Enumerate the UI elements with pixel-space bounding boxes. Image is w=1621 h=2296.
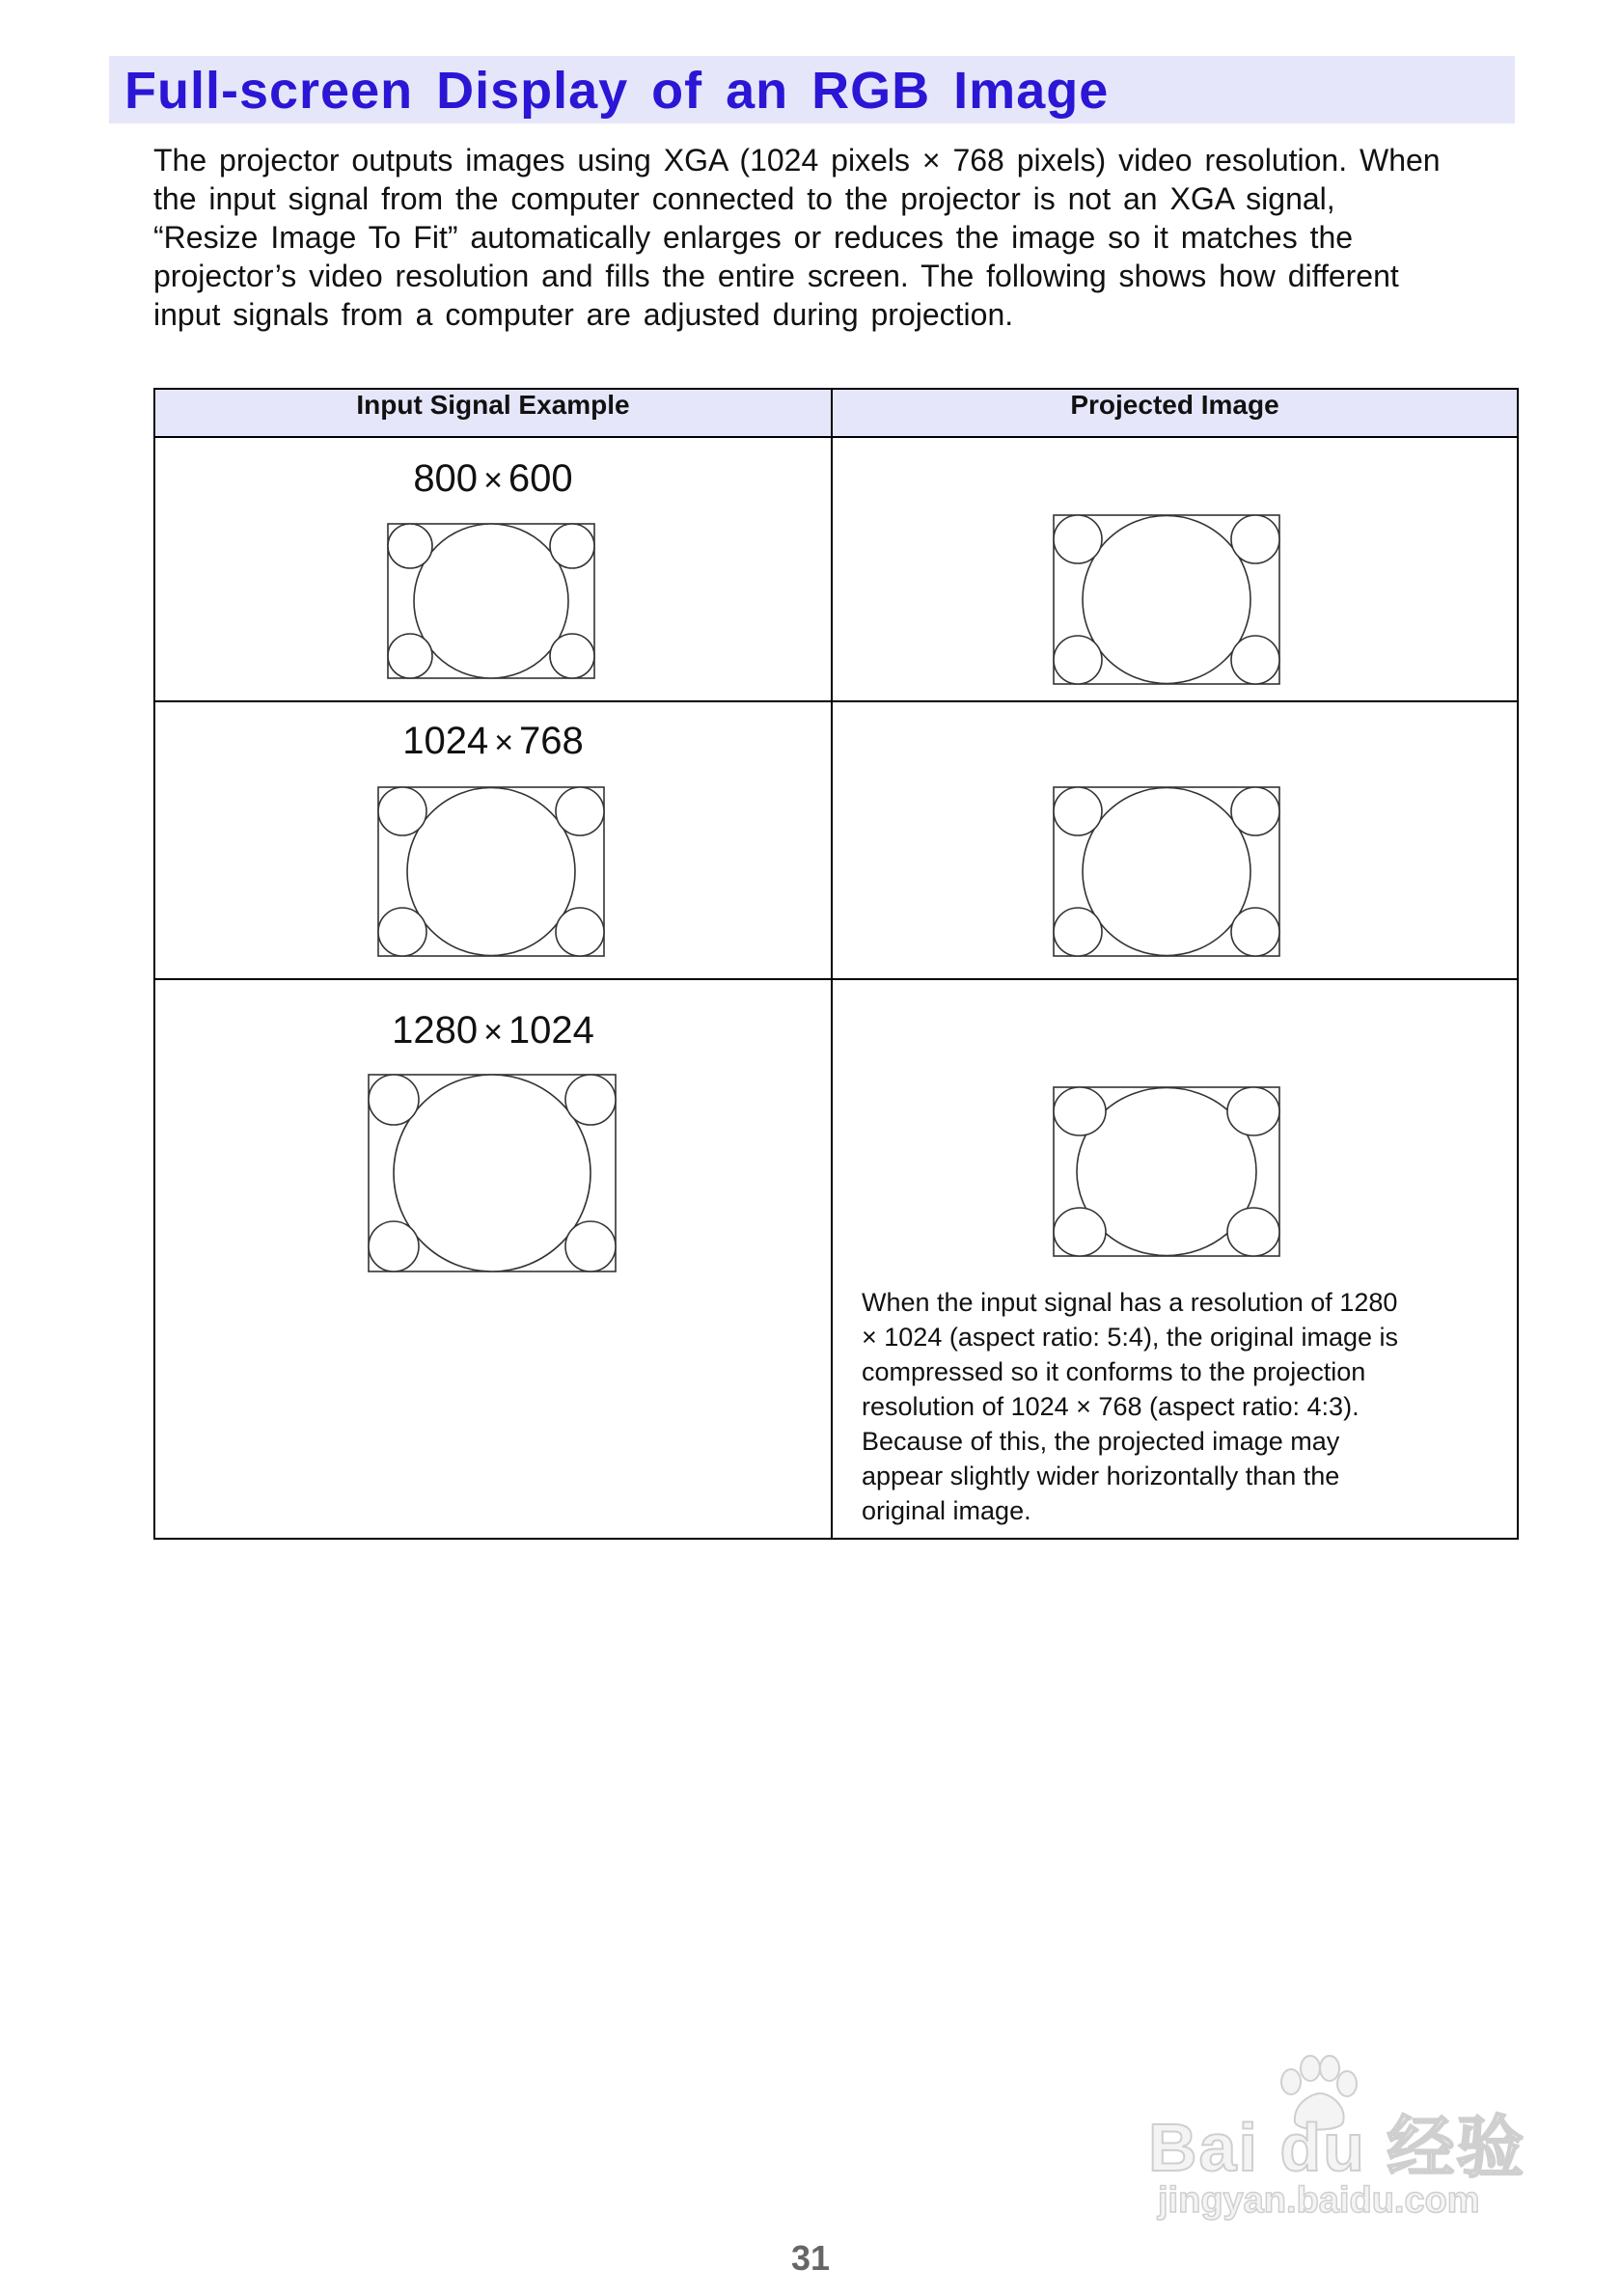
intro-line: projector’s video resolution and fills the entire screen. The following shows how different [153, 259, 1399, 293]
watermark-url: jingyan.baidu.com [1158, 2180, 1480, 2221]
signal-table [153, 388, 1519, 1540]
table-row [154, 701, 1518, 979]
title-bar [109, 56, 1515, 123]
input-signal-cell [154, 701, 832, 979]
header-input-signal: Input Signal Example [154, 389, 832, 437]
projected-pattern-1280x1024 [1054, 1087, 1279, 1256]
baidu-watermark [1148, 2055, 1534, 2228]
input-signal-cell [154, 437, 832, 701]
projected-image-cell [832, 437, 1518, 701]
intro-line: The projector outputs images using XGA (1024 pixels × 768 pixels) video resolution. When [153, 143, 1441, 178]
projected-pattern-1024x768 [1054, 787, 1279, 956]
table-row [154, 437, 1518, 701]
page-title: Full-screen Display of an RGB Image [124, 62, 1110, 120]
resolution-label: 1024 × 768 [402, 720, 584, 762]
table-header-row [154, 389, 1518, 437]
test-pattern-800x600 [388, 524, 594, 678]
aspect-ratio-note: When the input signal has a resolution of 1280 × 1024 (aspect ratio: 5:4), the original image is compressed so it conforms to the projection resolution of 1024 × 768 (aspect ratio: 4:3). Because of this, the projected image may appear slightly wider horizontally than the original image. [862, 1288, 1399, 1525]
header-projected-image: Projected Image [832, 389, 1518, 437]
intro-line: the input signal from the computer connected to the projector is not an XGA signal, [153, 181, 1335, 216]
intro-line: input signals from a computer are adjusted during projection. [153, 297, 1014, 332]
projected-image-cell [832, 979, 1518, 1539]
test-pattern-1280x1024 [369, 1075, 616, 1271]
test-pattern-1024x768 [378, 787, 604, 956]
projected-pattern-800x600 [1054, 515, 1279, 684]
intro-paragraph [153, 141, 1485, 334]
watermark-brand: Bai du 经验 [1148, 2110, 1526, 2185]
page-number: 31 [790, 2238, 831, 2278]
input-signal-cell [154, 979, 832, 1539]
table-row [154, 979, 1518, 1539]
resolution-label: 800 × 600 [413, 457, 573, 500]
resolution-label: 1280 × 1024 [392, 1009, 594, 1052]
projected-image-cell [832, 701, 1518, 979]
intro-line: “Resize Image To Fit” automatically enlarges or reduces the image so it matches the [153, 220, 1354, 255]
